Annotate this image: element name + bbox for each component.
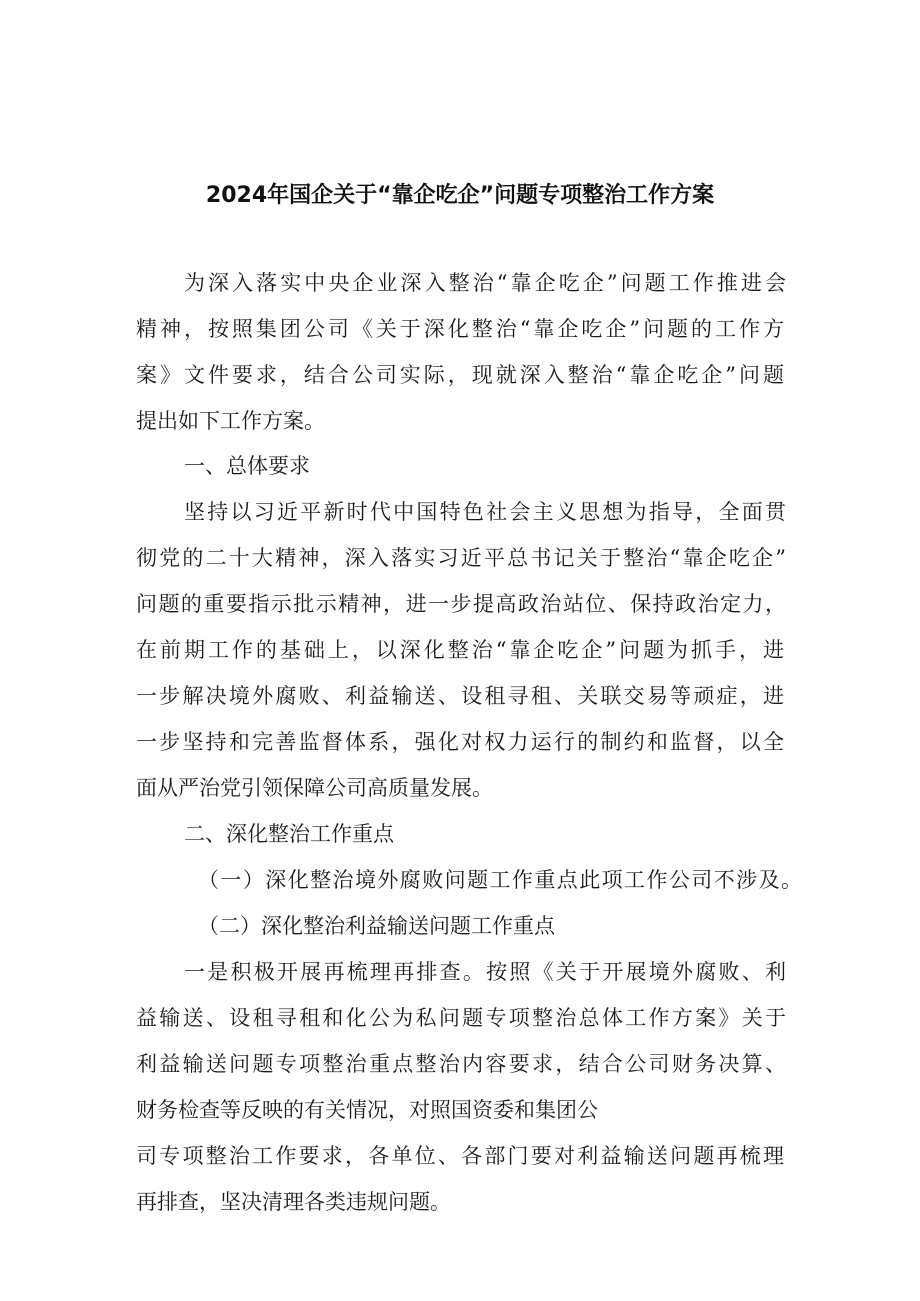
paragraph-line: 精神，按照集团公司《关于深化整治“靠企吃企”问题的工作方 xyxy=(136,317,784,341)
paragraph-line: 一步坚持和完善监督体系，强化对权力运行的制约和监督，以全 xyxy=(136,730,784,754)
paragraph-line: 彻党的二十大精神，深入落实习近平总书记关于整治“靠企吃企” xyxy=(136,546,786,570)
paragraph-line: 案》文件要求，结合公司实际，现就深入整治“靠企吃企”问题 xyxy=(136,363,784,387)
paragraph-line: 利益输送问题专项整治重点整治内容要求，结合公司财务决算、 xyxy=(136,1052,786,1076)
paragraph-line: 提出如下工作方案。 xyxy=(136,409,325,433)
paragraph-line: 财务检查等反映的有关情况，对照国资委和集团公 xyxy=(136,1098,598,1122)
subsection-heading-1: （一）深化整治境外腐败问题工作重点此项工作公司不涉及。 xyxy=(198,868,802,892)
paragraph-line: 面从严治党引领保障公司高质量发展。 xyxy=(136,776,493,800)
section-heading-1: 一、总体要求 xyxy=(184,454,310,478)
document-title: 2024年国企关于“靠企吃企”问题专项整治工作方案 xyxy=(205,183,715,208)
paragraph-line: 一步解决境外腐败、利益输送、设租寻租、关联交易等顽症，进 xyxy=(136,684,784,708)
paragraph-line: 在前期工作的基础上，以深化整治“靠企吃企”问题为抓手，进 xyxy=(136,638,784,662)
paragraph-line: 坚持以习近平新时代中国特色社会主义思想为指导，全面贯 xyxy=(184,500,786,524)
paragraph-line: 为深入落实中央企业深入整治“靠企吃企”问题工作推进会 xyxy=(184,271,786,295)
paragraph-line: 益输送、设租寻租和化公为私问题专项整治总体工作方案》关于 xyxy=(136,1006,786,1030)
paragraph-line: 再排查，坚决清理各类违规问题。 xyxy=(136,1190,451,1214)
paragraph-line: 司专项整治工作要求，各单位、各部门要对利益输送问题再梳理 xyxy=(136,1144,784,1168)
section-heading-2: 二、深化整治工作重点 xyxy=(184,822,394,846)
paragraph-line: 一是积极开展再梳理再排查。按照《关于开展境外腐败、利 xyxy=(184,960,786,984)
subsection-heading-2: （二）深化整治利益输送问题工作重点 xyxy=(198,914,555,938)
paragraph-line: 问题的重要指示批示精神，进一步提高政治站位、保持政治定力， xyxy=(136,592,786,616)
